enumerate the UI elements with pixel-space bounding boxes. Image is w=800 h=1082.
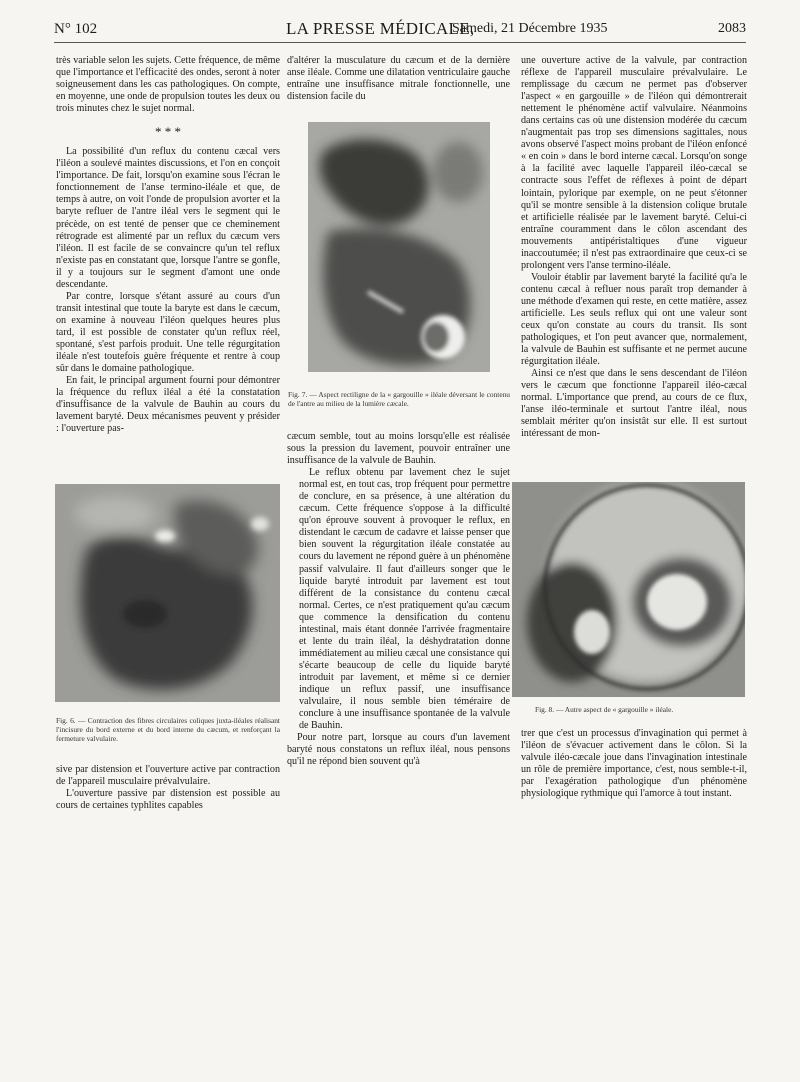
column-3-bottom	[521, 728, 747, 800]
figure-6-image	[55, 484, 280, 702]
figure-6-caption: Fig. 6. — Contraction des fibres circulaires coliques juxta-iléales réalisant l'incisure du bord externe et du bord interne du cæcum, et renforçant la fermeture valvulaire.	[56, 716, 280, 743]
column-2-top	[287, 55, 510, 103]
column-2-bottom	[287, 431, 510, 768]
paragraph: une ouverture active de la valvule, par contraction réflexe de l'appareil musculaire prévalvulaire. Le remplissage du cæcum ne permet pas d'observer l'aspect « en gargouille » de l'iléon qui démontrerait nettement le phénomène actif valvulaire. Néanmoins dans certains cas où une distension modérée du cæcum n'augmentait pas trop ses dimensions sagittales, nous avons observé l'aspect moins probant de l'iléon enfoncé « en coin » dans le bord interne cæcal. Lorsqu'on songe à la facilité avec laquelle l'appareil iléo-cæcal se contracte sous l'effet de réflexes à point de départ lointain, pylorique par exemple, on ne peut s'étonner qu'il se montre sensible à la distension colique brutale et artificielle réalisée par le lavement baryté. Celui-ci entraîne couramment dans le côlon ascendant des mouvements antipéristaltiques d'une vigueur inaccoutumée; il n'est pas extraordinaire que ceux-ci se prolongent vers l'anse termino-iléale.	[521, 55, 747, 271]
column-3-top	[521, 55, 747, 441]
figure-8-image	[512, 482, 745, 697]
paragraph: d'altérer la musculature du cæcum et de la dernière anse iléale. Comme une dilatation ventriculaire gauche entraîne une insuffisance mitrale fonctionnelle, une distension facile du	[287, 55, 510, 103]
issue-date: Samedi, 21 Décembre 1935	[452, 21, 608, 36]
paragraph: sive par distension et l'ouverture active par contraction de l'appareil musculaire prévalvulaire.	[56, 764, 280, 788]
paragraph: La possibilité d'un reflux du contenu cæcal vers l'iléon a soulevé maintes discussions, et l'on en conçoit l'importance. De fait, lorsqu'on examine sous l'écran le fonctionnement de l'anse termino-iléale et que, de temps à autre, on voit l'onde de propulsion avorter et la baryte refluer de l'antre iléal vers le segment qui le précède, on est tenté de penser que ce cheminement rétrograde est alimenté par un reflux du cæcum vers l'iléon. Il est facile de se convaincre qu'un tel reflux n'existe pas en constatant que, lorsque l'antre se gonfle, il y a toujours sur le segment d'amont une onde descendante.	[56, 146, 280, 290]
figure-7-image	[308, 122, 490, 372]
paragraph: Le reflux obtenu par lavement chez le sujet normal est, en tout cas, trop fréquent pour permettre de conclure, en sa présence, à une altération du cæcum. Cette fréquence s'oppose à la difficulté qu'on éprouve souvent à provoquer le reflux, en distendant le cæcum de cadavre et laisse penser que bien souvent la régurgitation iléale constatée au cours du lavement ne répond guère à un phénomène passif valvulaire. Il faut d'ailleurs songer que le liquide baryté introduit par lavement est tout différent de la consistance du contenu cæcal normal. Certes, ce n'est pratiquement qu'au cæcum que commence la densification du contenu intestinal, mais étant donnée l'arrivée fragmentaire et lente du train iléal, la déshydratation donne immédiatement au milieu cæcal une consistance qui s'écarte beaucoup de celle du liquide baryté introduit par lavement, et même si ce dernier indique un reflux passif, une insuffisance valvulaire, il nous semble bien téméraire de conclure à une insuffisance spontanée de la valvule de Bauhin.	[299, 467, 510, 732]
page-header	[54, 18, 746, 43]
paragraph: très variable selon les sujets. Cette fréquence, de même que l'importance et l'efficacité des ondes, seront à noter soigneusement dans les cas pathologiques. On compte, en moyenne, une onde de propulsion toutes les deux ou trois minutes chez le sujet normal.	[56, 55, 280, 115]
paragraph: Pour notre part, lorsque au cours d'un lavement baryté nous constatons un reflux iléal, nous pensons qu'il ne répond bien souvent qu'à	[287, 732, 510, 768]
journal-title: LA PRESSE MÉDICALE,	[286, 19, 475, 38]
paragraph: Par contre, lorsque s'étant assuré au cours d'un transit intestinal que toute la baryte est dans le cæcum, on examine à nouveau l'iléon quelques heures plus tard, il est possible de constater qu'un reflux réel, spontané, s'est parfois produit. Une telle régurgitation iléale n'est toutefois guère fréquente et rentre à coup sûr dans le domaine pathologique.	[56, 290, 280, 375]
paragraph: cæcum semble, tout au moins lorsqu'elle est réalisée sous la pression du lavement, pouvoir entraîner une insuffisance de la valvule de Bauhin.	[287, 431, 510, 467]
paragraph: L'ouverture passive par distension est possible au cours de certaines typhlites capables	[56, 788, 280, 812]
figure-8-caption: Fig. 8. — Autre aspect de « gargouille » iléale.	[535, 705, 674, 714]
paragraph: Vouloir établir par lavement baryté la facilité qu'a le contenu cæcal à refluer nous paraît trop demander à une méthode d'examen qui reste, en cette matière, assez artificielle. Les seuls reflux qui ont une valeur sont ceux qu'on constate au cours du transit. Ils sont pathologiques, et l'on peut avancer que, normalement, la valvule de Bauhin est suffisante et ne permet aucune régurgitation iléale.	[521, 271, 747, 368]
column-1-bottom	[56, 764, 280, 812]
section-separator: * * *	[155, 124, 181, 140]
figure-7-caption: Fig. 7. — Aspect rectiligne de la « gargouille » iléale déversant le contenu de l'antre au milieu de la lumière cæcale.	[288, 390, 510, 408]
page-number: 2083	[718, 21, 746, 36]
column-1-top	[56, 55, 280, 435]
paragraph: En fait, le principal argument fourni pour démontrer la fréquence du reflux iléal a été la constatation d'insuffisance de la valvule de Bauhin au cours du lavement baryté. Deux mécanismes peuvent y présider : l'ouverture pas-	[56, 375, 280, 435]
paragraph: Ainsi ce n'est que dans le sens descendant de l'iléon vers le cæcum que fonctionne l'appareil iléo-cæcal normal. L'importance que prend, au cours de ce flux, l'anse iléo-terminale et surtout l'antre iléal, nous semblait mériter qu'on insistât sur elle. Il est surtout intéressant de mon-	[521, 368, 747, 440]
paragraph: trer que c'est un processus d'invagination qui permet à l'iléon de s'évacuer activement dans le côlon. Si la valvule iléo-cæcale joue dans l'invagination intestinale un rôle de première importance, c'est, nous semble-t-il, par l'exagération pathologique d'un phénomène physiologique rythmique qui l'amorce à tout instant.	[521, 728, 747, 800]
issue-number: N° 102	[54, 21, 98, 37]
